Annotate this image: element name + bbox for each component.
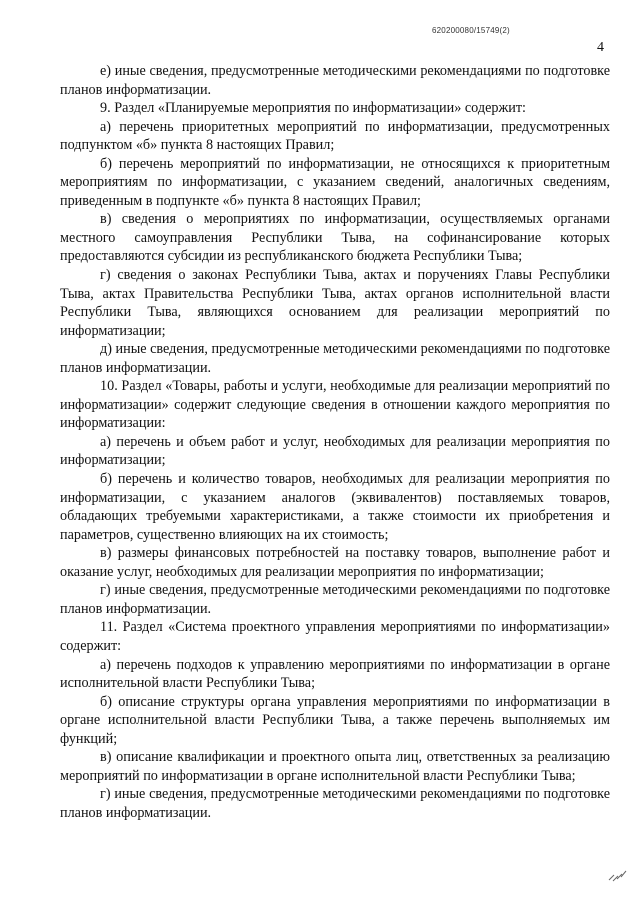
paragraph-section-10-heading: 10. Раздел «Товары, работы и услуги, необходимые для реализации мероприятий по информатизации» содержит следующие сведения в отношении каждого мероприятия по информатизации:: [60, 378, 610, 432]
paragraph-10g: г) иные сведения, предусмотренные методическими рекомендациями по подготовке планов информатизации.: [60, 582, 610, 617]
paragraph-section-9-heading: 9. Раздел «Планируемые мероприятия по информатизации» содержит:: [100, 100, 526, 117]
page-number: 4: [597, 40, 604, 55]
scan-artifact-mark: [606, 866, 630, 884]
paragraph-10b: б) перечень и количество товаров, необходимых для реализации мероприятия по информатизации, с указанием аналогов (эквивалентов) поставляемых товаров, обладающих требуемыми характеристиками, а также стоимости их приобретения и параметров, существенно влияющих на их стоимость;: [60, 471, 610, 543]
paragraph-9b: б) перечень мероприятий по информатизации, не относящихся к приоритетным мероприятиям по информатизации, с указанием сведений, аналогичных сведениям, приведенным в подпункте «б» пункта 8 настоящих Правил;: [60, 155, 610, 209]
document-body: [60, 62, 610, 822]
paragraph-11a: а) перечень подходов к управлению мероприятиями по информатизации в органе исполнительной власти Республики Тыва;: [60, 656, 610, 692]
paragraph-9d: д) иные сведения, предусмотренные методическими рекомендациями по подготовке планов информатизации.: [60, 341, 610, 376]
paragraph-10a: а) перечень и объем работ и услуг, необходимых для реализации мероприятия по информатизации;: [60, 433, 610, 469]
paragraph-9a: а) перечень приоритетных мероприятий по информатизации, предусмотренных подпунктом «б» пункта 8 настоящих Правил;: [60, 118, 610, 154]
paragraph-11g: г) иные сведения, предусмотренные методическими рекомендациями по подготовке планов информатизации.: [60, 786, 610, 821]
paragraph-10v: в) размеры финансовых потребностей на поставку товаров, выполнение работ и оказание услуг, необходимых для реализации мероприятия по информатизации;: [60, 545, 610, 580]
paragraph-11b: б) описание структуры органа управления мероприятиями по информатизации в органе исполнительной власти Республики Тыва, а также перечень выполняемых им функций;: [60, 693, 610, 747]
paragraph-9g: г) сведения о законах Республики Тыва, актах и поручениях Главы Республики Тыва, актах Правительства Республики Тыва, актах органов исполнительной власти Республики Тыва, являющихся основанием для реализации мероприятий по информатизации;: [60, 267, 610, 339]
paragraph-11v: в) описание квалификации и проектного опыта лиц, ответственных за реализацию мероприятий по информатизации в органе исполнительной власти Республики Тыва;: [60, 749, 610, 784]
document-registration-code: 620200080/15749(2): [432, 26, 510, 35]
paragraph-section-11-heading: 11. Раздел «Система проектного управления мероприятиями по информатизации» содержит:: [60, 619, 610, 654]
paragraph-9v: в) сведения о мероприятиях по информатизации, осуществляемых органами местного самоуправления Республики Тыва, на софинансирование которых предоставляются субсидии из республиканского бюджета Республики Тыва;: [60, 211, 610, 265]
paragraph-item-e-other-info: е) иные сведения, предусмотренные методическими рекомендациями по подготовке планов информатизации.: [60, 63, 610, 98]
